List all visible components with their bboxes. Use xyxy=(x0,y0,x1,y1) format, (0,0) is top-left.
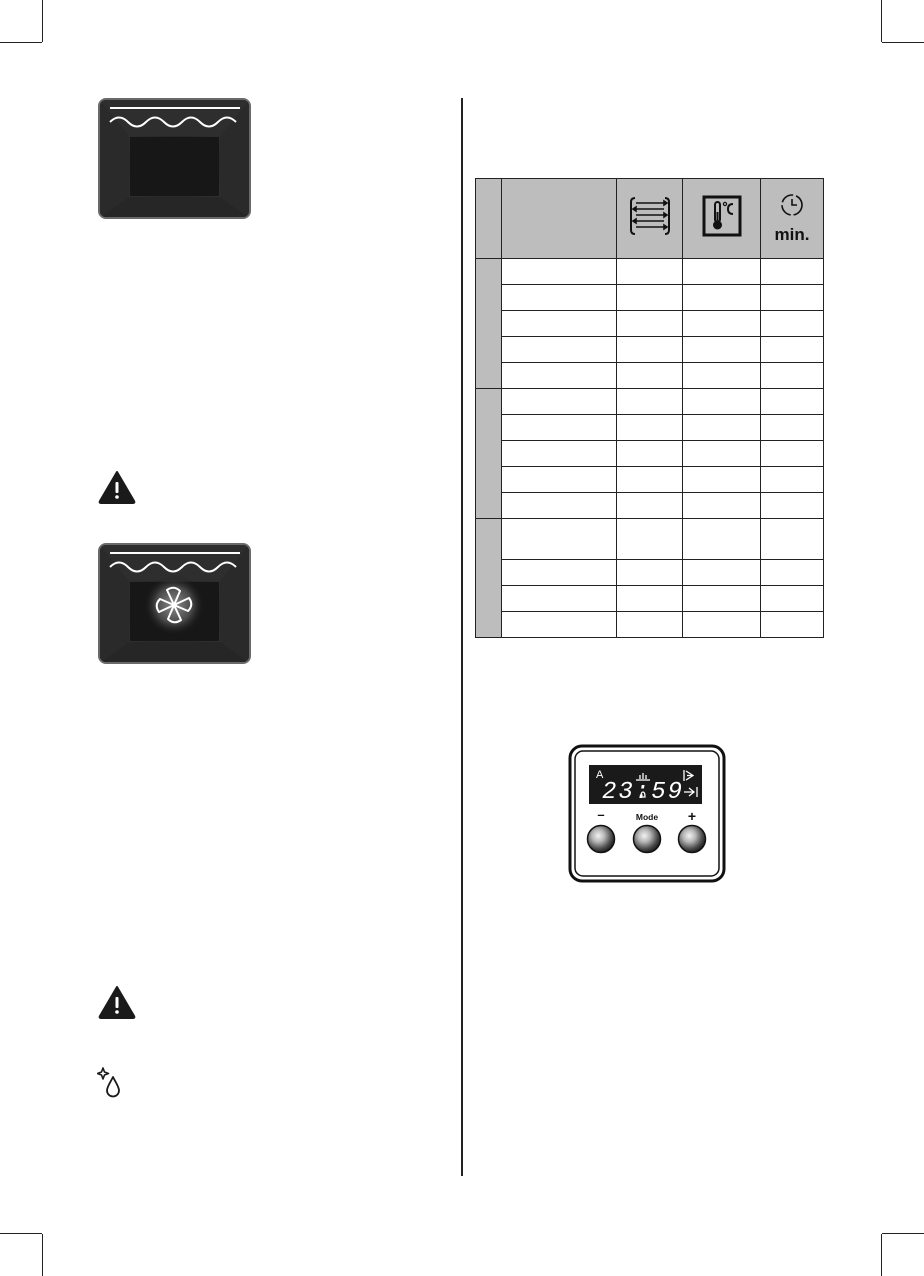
table-cell xyxy=(502,389,617,415)
table-group-cell xyxy=(476,519,502,638)
oven-fan-grill-icon xyxy=(98,543,251,664)
crop-mark xyxy=(0,1233,42,1234)
table-cell xyxy=(502,441,617,467)
table-cell xyxy=(683,415,761,441)
timer-mode-indicator: A xyxy=(596,769,604,781)
table-cell xyxy=(761,311,824,337)
timer-mode-label: Mode xyxy=(635,812,659,822)
table-cell xyxy=(502,560,617,586)
table-cell xyxy=(502,259,617,285)
table-cell xyxy=(683,337,761,363)
table-cell xyxy=(502,519,617,560)
timer-minus-button[interactable] xyxy=(588,826,615,853)
table-cell xyxy=(502,586,617,612)
table-cell xyxy=(761,337,824,363)
table-cell xyxy=(617,363,683,389)
column-divider xyxy=(461,98,463,1176)
warning-icon xyxy=(98,470,136,504)
table-cell xyxy=(502,311,617,337)
table-cell xyxy=(617,389,683,415)
table-cell xyxy=(761,467,824,493)
table-cell xyxy=(683,560,761,586)
table-cell xyxy=(683,311,761,337)
table-cell xyxy=(761,259,824,285)
table-cell xyxy=(683,441,761,467)
timer-plus-label: + xyxy=(687,808,697,824)
table-row xyxy=(476,363,824,389)
table-cell xyxy=(502,612,617,638)
crop-mark xyxy=(42,0,43,42)
crop-mark xyxy=(42,1234,43,1276)
table-cell xyxy=(502,467,617,493)
table-row xyxy=(476,285,824,311)
crop-mark xyxy=(881,0,882,42)
table-row xyxy=(476,259,824,285)
time-unit-label: min. xyxy=(774,225,810,244)
table-group-cell xyxy=(476,389,502,519)
cleaning-drop-icon xyxy=(97,1066,123,1098)
table-cell xyxy=(761,415,824,441)
table-cell xyxy=(683,519,761,560)
timer-mode-button[interactable] xyxy=(634,826,661,853)
table-row xyxy=(476,586,824,612)
timer-time-display: 23:59 xyxy=(601,779,685,806)
table-row xyxy=(476,311,824,337)
crop-mark xyxy=(0,42,42,43)
table-cell xyxy=(617,441,683,467)
table-cell xyxy=(761,493,824,519)
table-cell xyxy=(761,519,824,560)
table-row xyxy=(476,337,824,363)
crop-mark xyxy=(881,1234,882,1276)
table-cell xyxy=(683,363,761,389)
table-cell xyxy=(683,285,761,311)
table-cell xyxy=(502,415,617,441)
table-group-cell xyxy=(476,259,502,389)
table-header-group xyxy=(476,179,502,259)
clock-icon xyxy=(777,193,807,219)
table-cell xyxy=(502,493,617,519)
table-cell xyxy=(761,586,824,612)
table-row xyxy=(476,560,824,586)
table-header-temperature xyxy=(683,179,761,259)
table-row xyxy=(476,389,824,415)
cooking-table xyxy=(475,178,824,638)
table-cell xyxy=(683,612,761,638)
timer-minus-label: – xyxy=(597,807,605,822)
table-row xyxy=(476,519,824,560)
table-row xyxy=(476,493,824,519)
table-cell xyxy=(683,389,761,415)
table-cell xyxy=(761,441,824,467)
table-cell xyxy=(502,285,617,311)
table-cell xyxy=(617,337,683,363)
table-cell xyxy=(617,467,683,493)
table-cell xyxy=(683,467,761,493)
table-cell xyxy=(617,285,683,311)
table-row xyxy=(476,612,824,638)
timer-plus-button[interactable] xyxy=(679,826,706,853)
table-cell xyxy=(761,389,824,415)
table-cell xyxy=(617,560,683,586)
table-cell xyxy=(502,337,617,363)
table-header-shelf xyxy=(617,179,683,259)
table-cell xyxy=(761,612,824,638)
crop-mark xyxy=(882,42,924,43)
table-cell xyxy=(617,415,683,441)
timer-panel xyxy=(568,744,726,883)
table-cell xyxy=(683,586,761,612)
thermometer-icon xyxy=(701,194,743,238)
oven-top-heat-icon xyxy=(98,98,251,219)
table-cell xyxy=(683,259,761,285)
table-cell xyxy=(617,612,683,638)
table-row xyxy=(476,441,824,467)
warning-icon xyxy=(98,985,136,1019)
table-cell xyxy=(761,285,824,311)
crop-mark xyxy=(882,1233,924,1234)
table-row xyxy=(476,415,824,441)
table-header-food xyxy=(502,179,617,259)
table-cell xyxy=(761,363,824,389)
table-cell xyxy=(761,560,824,586)
table-header-row xyxy=(476,179,824,259)
table-cell xyxy=(617,586,683,612)
table-cell xyxy=(617,259,683,285)
table-cell xyxy=(617,311,683,337)
table-cell xyxy=(617,493,683,519)
table-cell xyxy=(683,493,761,519)
table-row xyxy=(476,467,824,493)
table-header-time xyxy=(761,179,824,259)
table-cell xyxy=(502,363,617,389)
table-cell xyxy=(617,519,683,560)
shelf-level-icon xyxy=(628,194,672,238)
